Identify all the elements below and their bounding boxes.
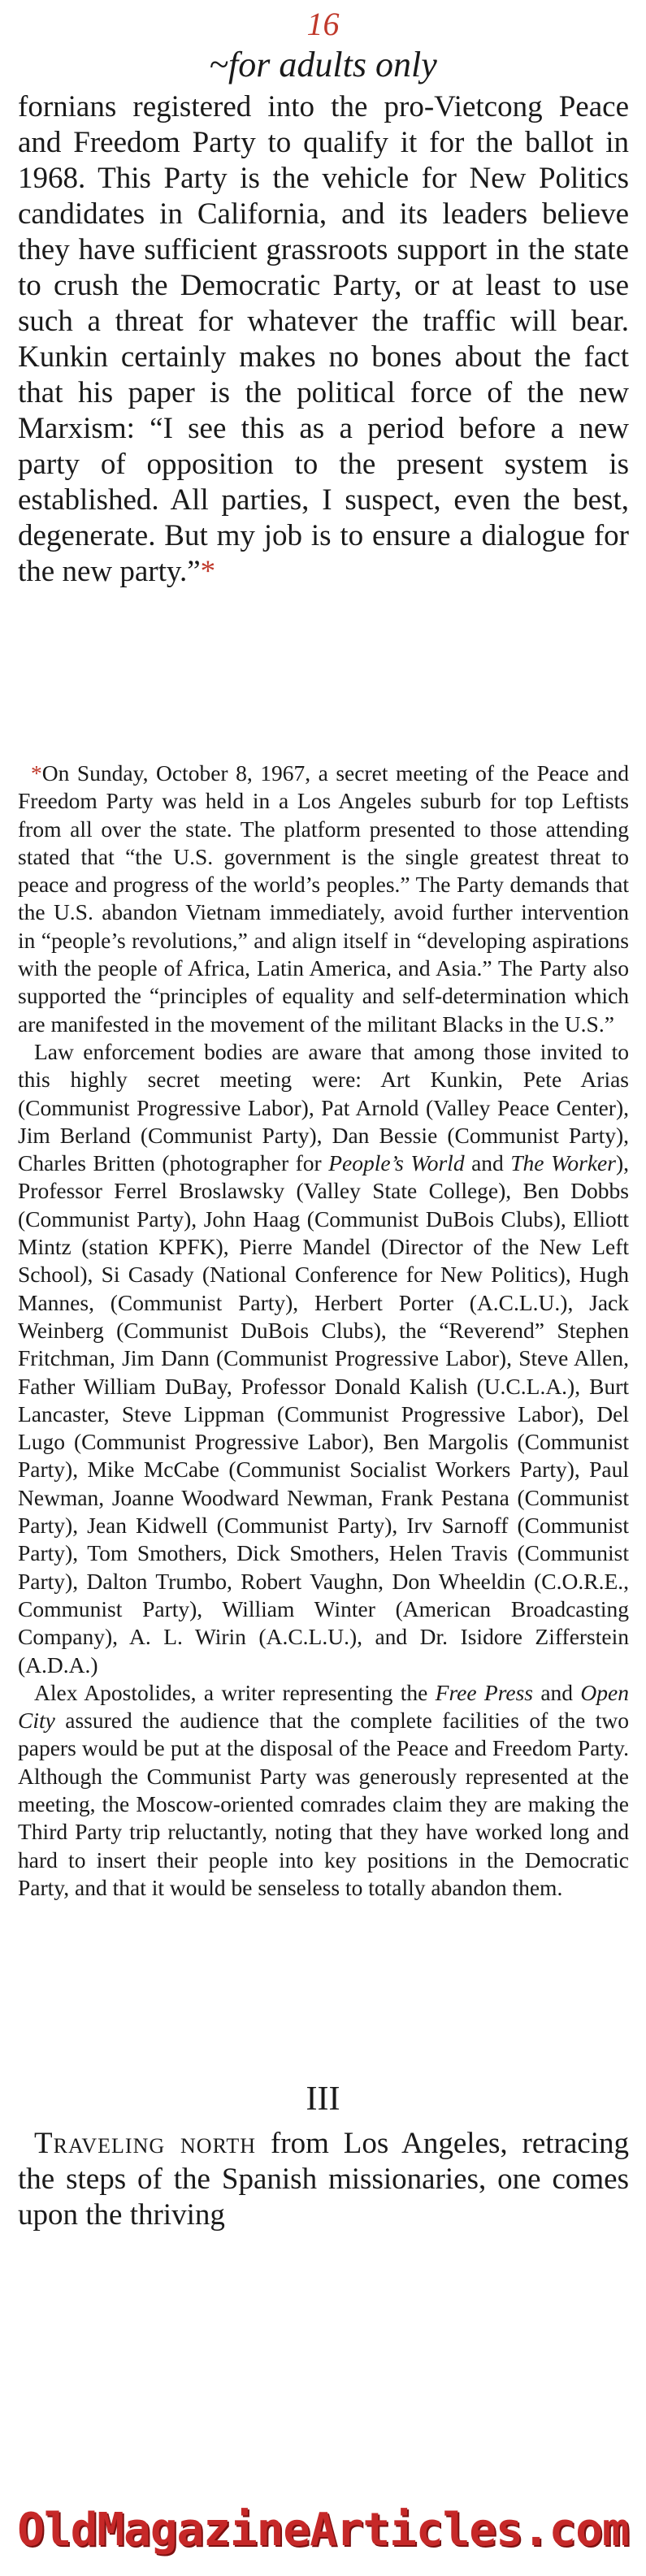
footnote-p2-conjunction: and: [464, 1150, 511, 1176]
section-paragraph: [18, 2126, 629, 2233]
article-paragraph: [18, 89, 629, 590]
section-number: III: [306, 2080, 340, 2118]
footnote-p3-conjunction: and: [533, 1679, 581, 1705]
footnote-paragraph-3: [18, 1679, 629, 1902]
footnote-marker: *: [200, 555, 216, 588]
footnote: [18, 760, 629, 1902]
footnote-p2-part-a: Law enforcement bodies are aware that among those invited to this highly secret meeting were: Art Kunkin, Pete Arias (Communist Progressive Labor), Pat Arnold (Valley Peace Center), Jim Berland (Communist Party), Dan Bessie (Communist Party), Charles Britten (photographer for: [18, 1038, 629, 1176]
footnote-paragraph-1: [18, 760, 629, 1038]
page-number: 16: [306, 6, 340, 42]
footnote-asterisk: *: [31, 760, 42, 786]
running-head: ~for adults only: [209, 45, 437, 84]
footnote-p2-part-b: ), Professor Ferrel Broslawsky (Valley State College), Ben Dobbs (Communist Party), John Haag (Communist DuBois Clubs), Elliott Mintz (station KPFK), Pierre Mandel (Director of the New Left School), Si Casady (National Conference for New Politics), Hugh Mannes, (Communist Party), Herbert Porter (A.C.L.U.), Jack Weinberg (Communist DuBois Clubs), the “Reverend” Stephen Fritchman, Jim Dann (Communist Progressive Labor), Steve Allen, Father William DuBay, Professor Donald Kalish (U.C.L.A.), Burt Lancaster, Steve Lippman (Communist Progressive Labor), Del Lugo (Communist Progressive Labor), Ben Margolis (Communist Party), Mike McCabe (Communist Socialist Workers Party), Paul Newman, Joanne Woodward Newman, Frank Pestana (Communist Party), Jean Kidwell (Communist Party), Irv Sarnoff (Communist Party), Tom Smothers, Dick Smothers, Helen Travis (Communist Party), Dalton Trumbo, Robert Vaughn, Don Wheeldin (C.O.R.E., Communist Party), William Winter (American Broadcasting Company), A. L. Wirin (A.C.L.U.), and Dr. Isidore Zifferstein (A.D.A.): [18, 1150, 629, 1678]
footnote-p3-part-a: Alex Apostolides, a writer representing the: [34, 1679, 436, 1705]
footnote-paragraph-2: [18, 1038, 629, 1679]
publication-title: Open City: [18, 1679, 629, 1734]
publication-title: The Worker: [510, 1150, 616, 1176]
footnote-p3-part-b: assured the audience that the complete facilities of the two papers would be put at the disposal of the Peace and Freedom Party. Although the Communist Party was generously represented at the meeting, the Moscow-oriented comrades claim they are making the Third Party trip reluctantly, noting that they have worked long and hard to insert their people into key positions in the Democratic Party, and that it would be senseless to totally abandon them.: [18, 1708, 629, 1900]
footnote-paragraph-1-text: On Sunday, October 8, 1967, a secret meeting of the Peace and Freedom Party was held in a Los Angeles suburb for top Leftists from all over the state. The platform presented to those attending stated that “the U.S. government is the single greatest threat to peace and progress of the world’s peoples.” The Party demands that the U.S. abandon Vietnam immediately, avoid further intervention in “people’s revolutions,” and align itself in “developing aspirations with the people of Africa, Latin America, and Asia.” The Party also supported the “principles of equality and self-determination which are manifested in the movement of the militant Blacks in the U.S.”: [18, 760, 629, 1037]
publication-title: People’s World: [328, 1150, 465, 1176]
section-text: [18, 2126, 629, 2233]
main-article-text: [18, 89, 629, 590]
site-watermark: OldMagazineArticles.com: [17, 2504, 629, 2557]
article-paragraph-text: fornians registered into the pro-Vietcong Peace and Freedom Party to qualify it for the ballot in 1968. This Party is the vehicle for New Politics candidates in California, and its leaders believe they have sufficient grassroots support in the state to crush the Democratic Party, or at least to use such a threat for whatever the traffic will bear. Kunkin certainly makes no bones about the fact that his paper is the political force of the new Marxism: “I see this as a period before a new party of opposition to the present system is established. All parties, I suspect, even the best, degenerate. But my job is to ensure a dialogue for the new party.”: [18, 90, 629, 588]
publication-title: Free Press: [435, 1679, 533, 1705]
section-paragraph-text: from Los Angeles, retracing the steps of the Spanish missionaries, one comes upon the thriving: [18, 2127, 629, 2232]
section-lead-in: Traveling north: [34, 2127, 257, 2160]
